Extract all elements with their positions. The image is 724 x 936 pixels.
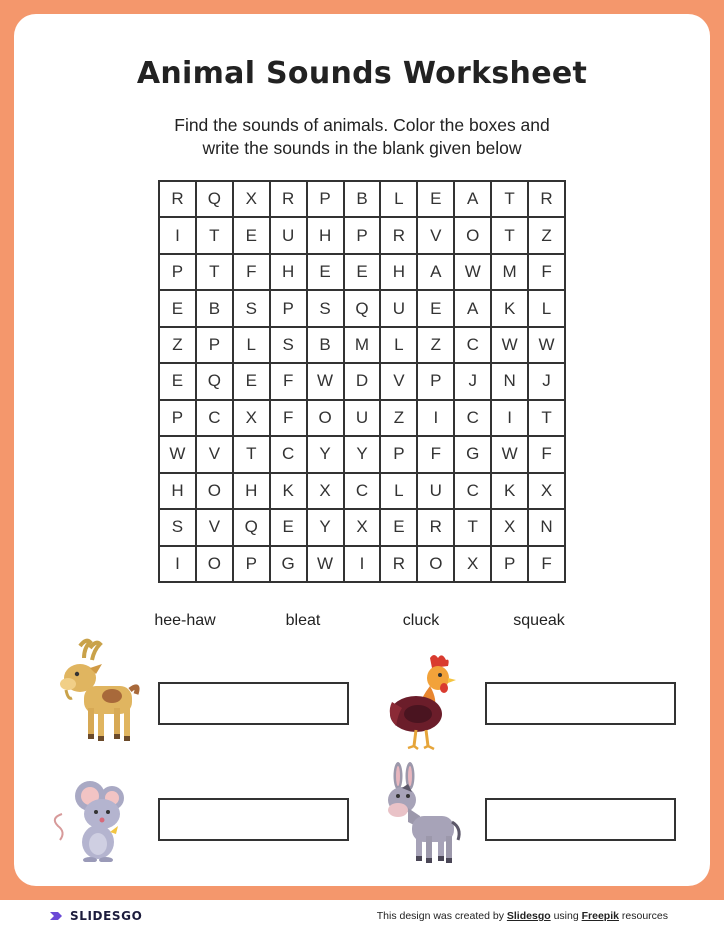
grid-cell[interactable]: G	[271, 547, 308, 583]
grid-cell[interactable]: A	[418, 255, 455, 291]
grid-cell[interactable]: O	[197, 474, 234, 510]
grid-cell[interactable]: Q	[234, 510, 271, 546]
grid-cell[interactable]: U	[418, 474, 455, 510]
grid-cell[interactable]: Q	[197, 182, 234, 218]
grid-cell[interactable]: L	[381, 328, 418, 364]
grid-cell[interactable]: A	[455, 182, 492, 218]
grid-cell[interactable]: M	[345, 328, 382, 364]
grid-cell[interactable]: S	[234, 291, 271, 327]
word-search-grid	[158, 180, 566, 583]
grid-cell[interactable]: I	[345, 547, 382, 583]
word-cluck: cluck	[402, 612, 440, 629]
slidesgo-link[interactable]: Slidesgo	[506, 910, 551, 922]
grid-cell[interactable]: R	[160, 182, 197, 218]
grid-cell[interactable]: I	[160, 547, 197, 583]
grid-cell[interactable]: K	[492, 474, 529, 510]
grid-cell[interactable]: Y	[345, 437, 382, 473]
grid-cell[interactable]: L	[234, 328, 271, 364]
grid-cell[interactable]: X	[492, 510, 529, 546]
grid-cell[interactable]: P	[160, 401, 197, 437]
grid-cell[interactable]: D	[345, 364, 382, 400]
grid-cell[interactable]: X	[529, 474, 566, 510]
grid-cell[interactable]: Y	[308, 510, 345, 546]
grid-cell[interactable]: F	[234, 255, 271, 291]
grid-cell[interactable]: K	[271, 474, 308, 510]
grid-cell[interactable]: Z	[381, 401, 418, 437]
grid-cell[interactable]: F	[271, 401, 308, 437]
grid-cell[interactable]: C	[455, 328, 492, 364]
grid-cell[interactable]: C	[455, 474, 492, 510]
grid-cell[interactable]: N	[492, 364, 529, 400]
grid-cell[interactable]: P	[271, 291, 308, 327]
page-title: Animal Sounds Worksheet	[136, 56, 588, 91]
grid-cell[interactable]: J	[455, 364, 492, 400]
credit-suffix: resources	[621, 910, 668, 922]
grid-cell[interactable]: G	[455, 437, 492, 473]
grid-cell[interactable]: R	[271, 182, 308, 218]
grid-cell[interactable]: V	[418, 218, 455, 254]
grid-cell[interactable]: X	[345, 510, 382, 546]
grid-cell[interactable]: E	[308, 255, 345, 291]
grid-cell[interactable]: O	[455, 218, 492, 254]
grid-cell[interactable]: W	[492, 328, 529, 364]
word-bleat: bleat	[285, 612, 321, 629]
answer-box-mouse[interactable]	[158, 798, 349, 841]
grid-cell[interactable]: R	[529, 182, 566, 218]
grid-cell[interactable]: J	[529, 364, 566, 400]
grid-cell[interactable]: L	[381, 182, 418, 218]
grid-cell[interactable]: S	[308, 291, 345, 327]
credit-prefix: This design was created by	[376, 910, 504, 922]
grid-cell[interactable]: A	[455, 291, 492, 327]
grid-cell[interactable]: O	[197, 547, 234, 583]
grid-cell[interactable]: X	[308, 474, 345, 510]
grid-cell[interactable]: P	[308, 182, 345, 218]
grid-cell[interactable]: T	[455, 510, 492, 546]
grid-cell[interactable]: E	[234, 364, 271, 400]
grid-cell[interactable]: M	[492, 255, 529, 291]
rooster-illustration	[386, 652, 458, 754]
grid-cell[interactable]: F	[529, 547, 566, 583]
grid-cell[interactable]: I	[160, 218, 197, 254]
grid-cell[interactable]: H	[308, 218, 345, 254]
grid-cell[interactable]: T	[529, 401, 566, 437]
grid-cell[interactable]: W	[455, 255, 492, 291]
grid-cell[interactable]: R	[418, 510, 455, 546]
grid-cell[interactable]: F	[529, 255, 566, 291]
grid-cell[interactable]: V	[381, 364, 418, 400]
grid-cell[interactable]: N	[529, 510, 566, 546]
grid-cell[interactable]: W	[308, 364, 345, 400]
grid-cell[interactable]: F	[418, 437, 455, 473]
grid-cell[interactable]: I	[492, 401, 529, 437]
credit-line	[377, 910, 668, 922]
grid-cell[interactable]: S	[160, 510, 197, 546]
grid-cell[interactable]: E	[418, 291, 455, 327]
freepik-link[interactable]: Freepik	[581, 910, 619, 922]
grid-cell[interactable]: T	[234, 437, 271, 473]
grid-cell[interactable]: H	[271, 255, 308, 291]
grid-cell[interactable]: U	[271, 218, 308, 254]
grid-cell[interactable]: Z	[418, 328, 455, 364]
grid-cell[interactable]: E	[345, 255, 382, 291]
grid-cell[interactable]: U	[381, 291, 418, 327]
grid-cell[interactable]: E	[160, 364, 197, 400]
goat-illustration	[50, 638, 142, 746]
grid-cell[interactable]: X	[234, 401, 271, 437]
word-squeak: squeak	[513, 612, 565, 629]
grid-cell[interactable]: Z	[529, 218, 566, 254]
grid-cell[interactable]: L	[381, 474, 418, 510]
donkey-illustration	[378, 762, 464, 864]
brand-name: SLIDESGO	[70, 909, 143, 923]
grid-cell[interactable]: T	[492, 218, 529, 254]
grid-cell[interactable]: E	[381, 510, 418, 546]
answer-box-donkey[interactable]	[485, 798, 676, 841]
answer-box-rooster[interactable]	[485, 682, 676, 725]
grid-cell[interactable]: W	[492, 437, 529, 473]
grid-cell[interactable]: C	[271, 437, 308, 473]
instructions-line-2: write the sounds in the blank given below	[202, 138, 522, 158]
grid-cell[interactable]: E	[160, 291, 197, 327]
grid-cell[interactable]: T	[197, 255, 234, 291]
grid-cell[interactable]: H	[234, 474, 271, 510]
grid-cell[interactable]: Q	[197, 364, 234, 400]
grid-cell[interactable]: F	[529, 437, 566, 473]
grid-cell[interactable]: H	[381, 255, 418, 291]
grid-cell[interactable]: Q	[345, 291, 382, 327]
grid-cell[interactable]: C	[197, 401, 234, 437]
grid-cell[interactable]: R	[381, 547, 418, 583]
grid-cell[interactable]: P	[160, 255, 197, 291]
grid-cell[interactable]: U	[345, 401, 382, 437]
grid-cell[interactable]: I	[418, 401, 455, 437]
grid-cell[interactable]: Z	[160, 328, 197, 364]
grid-cell[interactable]: P	[492, 547, 529, 583]
grid-cell[interactable]: X	[234, 182, 271, 218]
instructions	[0, 114, 724, 160]
grid-cell[interactable]: R	[381, 218, 418, 254]
grid-cell[interactable]: T	[492, 182, 529, 218]
grid-cell[interactable]: V	[197, 437, 234, 473]
mouse-illustration	[50, 774, 130, 862]
slidesgo-brand[interactable]	[48, 909, 142, 923]
grid-cell[interactable]: W	[160, 437, 197, 473]
grid-cell[interactable]: O	[418, 547, 455, 583]
grid-cell[interactable]: X	[455, 547, 492, 583]
grid-cell[interactable]: C	[345, 474, 382, 510]
grid-cell[interactable]: B	[345, 182, 382, 218]
grid-cell[interactable]: F	[271, 364, 308, 400]
grid-cell[interactable]: P	[381, 437, 418, 473]
answer-box-goat[interactable]	[158, 682, 349, 725]
grid-cell[interactable]: O	[308, 401, 345, 437]
word-hee-haw: hee-haw	[154, 612, 216, 629]
credit-mid: using	[553, 910, 579, 922]
grid-cell[interactable]: Y	[308, 437, 345, 473]
grid-cell[interactable]: E	[418, 182, 455, 218]
grid-cell[interactable]: W	[529, 328, 566, 364]
grid-cell[interactable]: P	[197, 328, 234, 364]
grid-cell[interactable]: P	[418, 364, 455, 400]
grid-cell[interactable]: B	[197, 291, 234, 327]
grid-cell[interactable]: P	[234, 547, 271, 583]
grid-cell[interactable]: S	[271, 328, 308, 364]
grid-cell[interactable]: V	[197, 510, 234, 546]
grid-cell[interactable]: T	[197, 218, 234, 254]
grid-cell[interactable]: B	[308, 328, 345, 364]
grid-cell[interactable]: K	[492, 291, 529, 327]
grid-cell[interactable]: P	[345, 218, 382, 254]
grid-cell[interactable]: E	[234, 218, 271, 254]
grid-cell[interactable]: H	[160, 474, 197, 510]
grid-cell[interactable]: W	[308, 547, 345, 583]
grid-cell[interactable]: L	[529, 291, 566, 327]
instructions-line-1: Find the sounds of animals. Color the boxes and	[174, 115, 550, 135]
slidesgo-logo-icon	[48, 910, 64, 922]
grid-cell[interactable]: C	[455, 401, 492, 437]
grid-cell[interactable]: E	[271, 510, 308, 546]
